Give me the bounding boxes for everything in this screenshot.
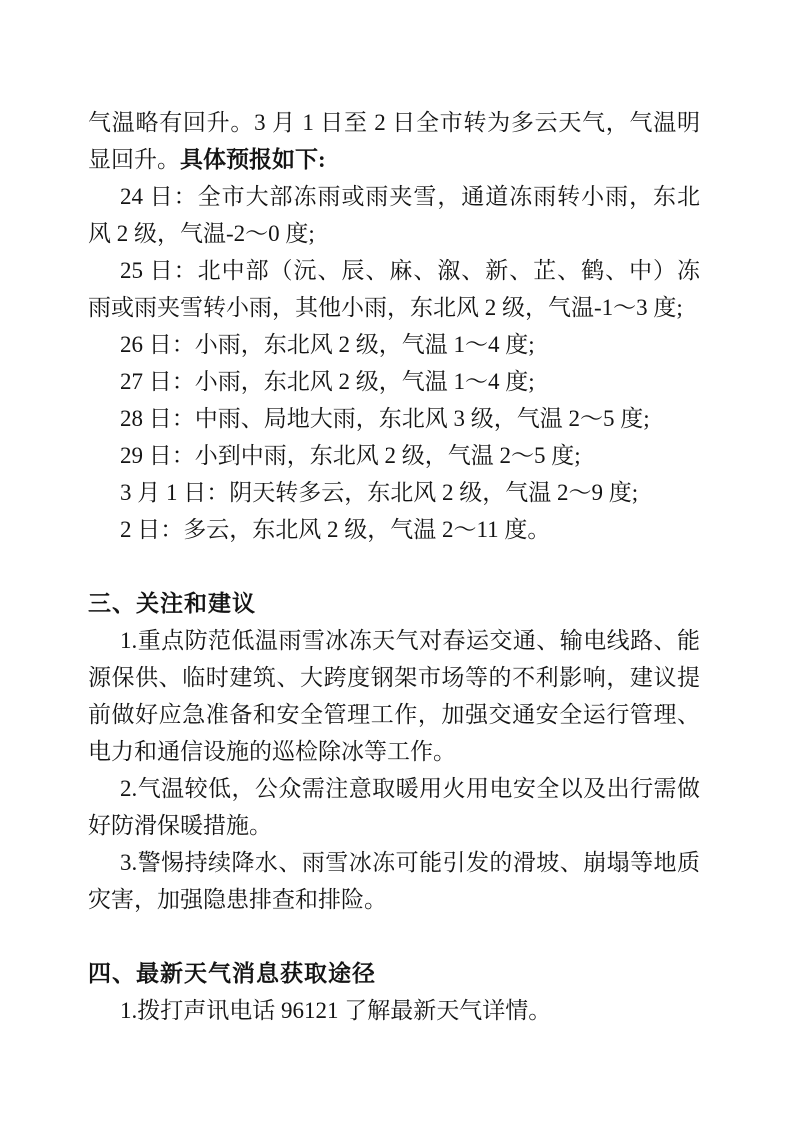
section4-paragraph-1: 1.拨打声讯电话 96121 了解最新天气详情。 [120, 998, 552, 1023]
forecast-item-25: 25 日：北中部（沅、辰、麻、溆、新、芷、鹤、中）冻雨或雨夹雪转小雨，其他小雨，东北风 2 级，气温-1～3 度; [88, 258, 700, 320]
forecast-item-29: 29 日：小到中雨，东北风 2 级，气温 2～5 度; [120, 443, 581, 468]
section4-heading: 四、最新天气消息获取途径 [88, 960, 376, 986]
intro-normal-text: 气温略有回升。3 月 1 日至 2 日全市转为多云天气，气温明显回升。 [88, 110, 700, 172]
intro-bold-text: 具体预报如下: [180, 147, 326, 172]
forecast-item-mar1: 3 月 1 日：阴天转多云，东北风 2 级，气温 2～9 度; [120, 480, 639, 505]
forecast-item-26: 26 日：小雨，东北风 2 级，气温 1～4 度; [120, 332, 535, 357]
forecast-item-28: 28 日：中雨、局地大雨，东北风 3 级，气温 2～5 度; [120, 406, 650, 431]
section3-paragraph-2: 2.气温较低，公众需注意取暖用火用电安全以及出行需做好防滑保暖措施。 [88, 776, 700, 838]
paragraph-intro [88, 104, 700, 178]
section3-paragraph-1: 1.重点防范低温雨雪冰冻天气对春运交通、输电线路、能源保供、临时建筑、大跨度钢架市场等的不利影响，建议提前做好应急准备和安全管理工作，加强交通安全运行管理、电力和通信设施的巡检除冰等工作。 [88, 628, 700, 764]
forecast-item-24: 24 日：全市大部冻雨或雨夹雪，通道冻雨转小雨，东北风 2 级，气温-2～0 度; [88, 184, 700, 246]
section-gap [88, 548, 700, 585]
forecast-item-mar2: 2 日：多云，东北风 2 级，气温 2～11 度。 [120, 517, 551, 542]
section3-paragraph-3: 3.警惕持续降水、雨雪冰冻可能引发的滑坡、崩塌等地质灾害，加强隐患排查和排险。 [88, 850, 700, 912]
forecast-item-27: 27 日：小雨，东北风 2 级，气温 1～4 度; [120, 369, 535, 394]
section3-heading: 三、关注和建议 [88, 590, 256, 616]
section-gap [88, 918, 700, 955]
